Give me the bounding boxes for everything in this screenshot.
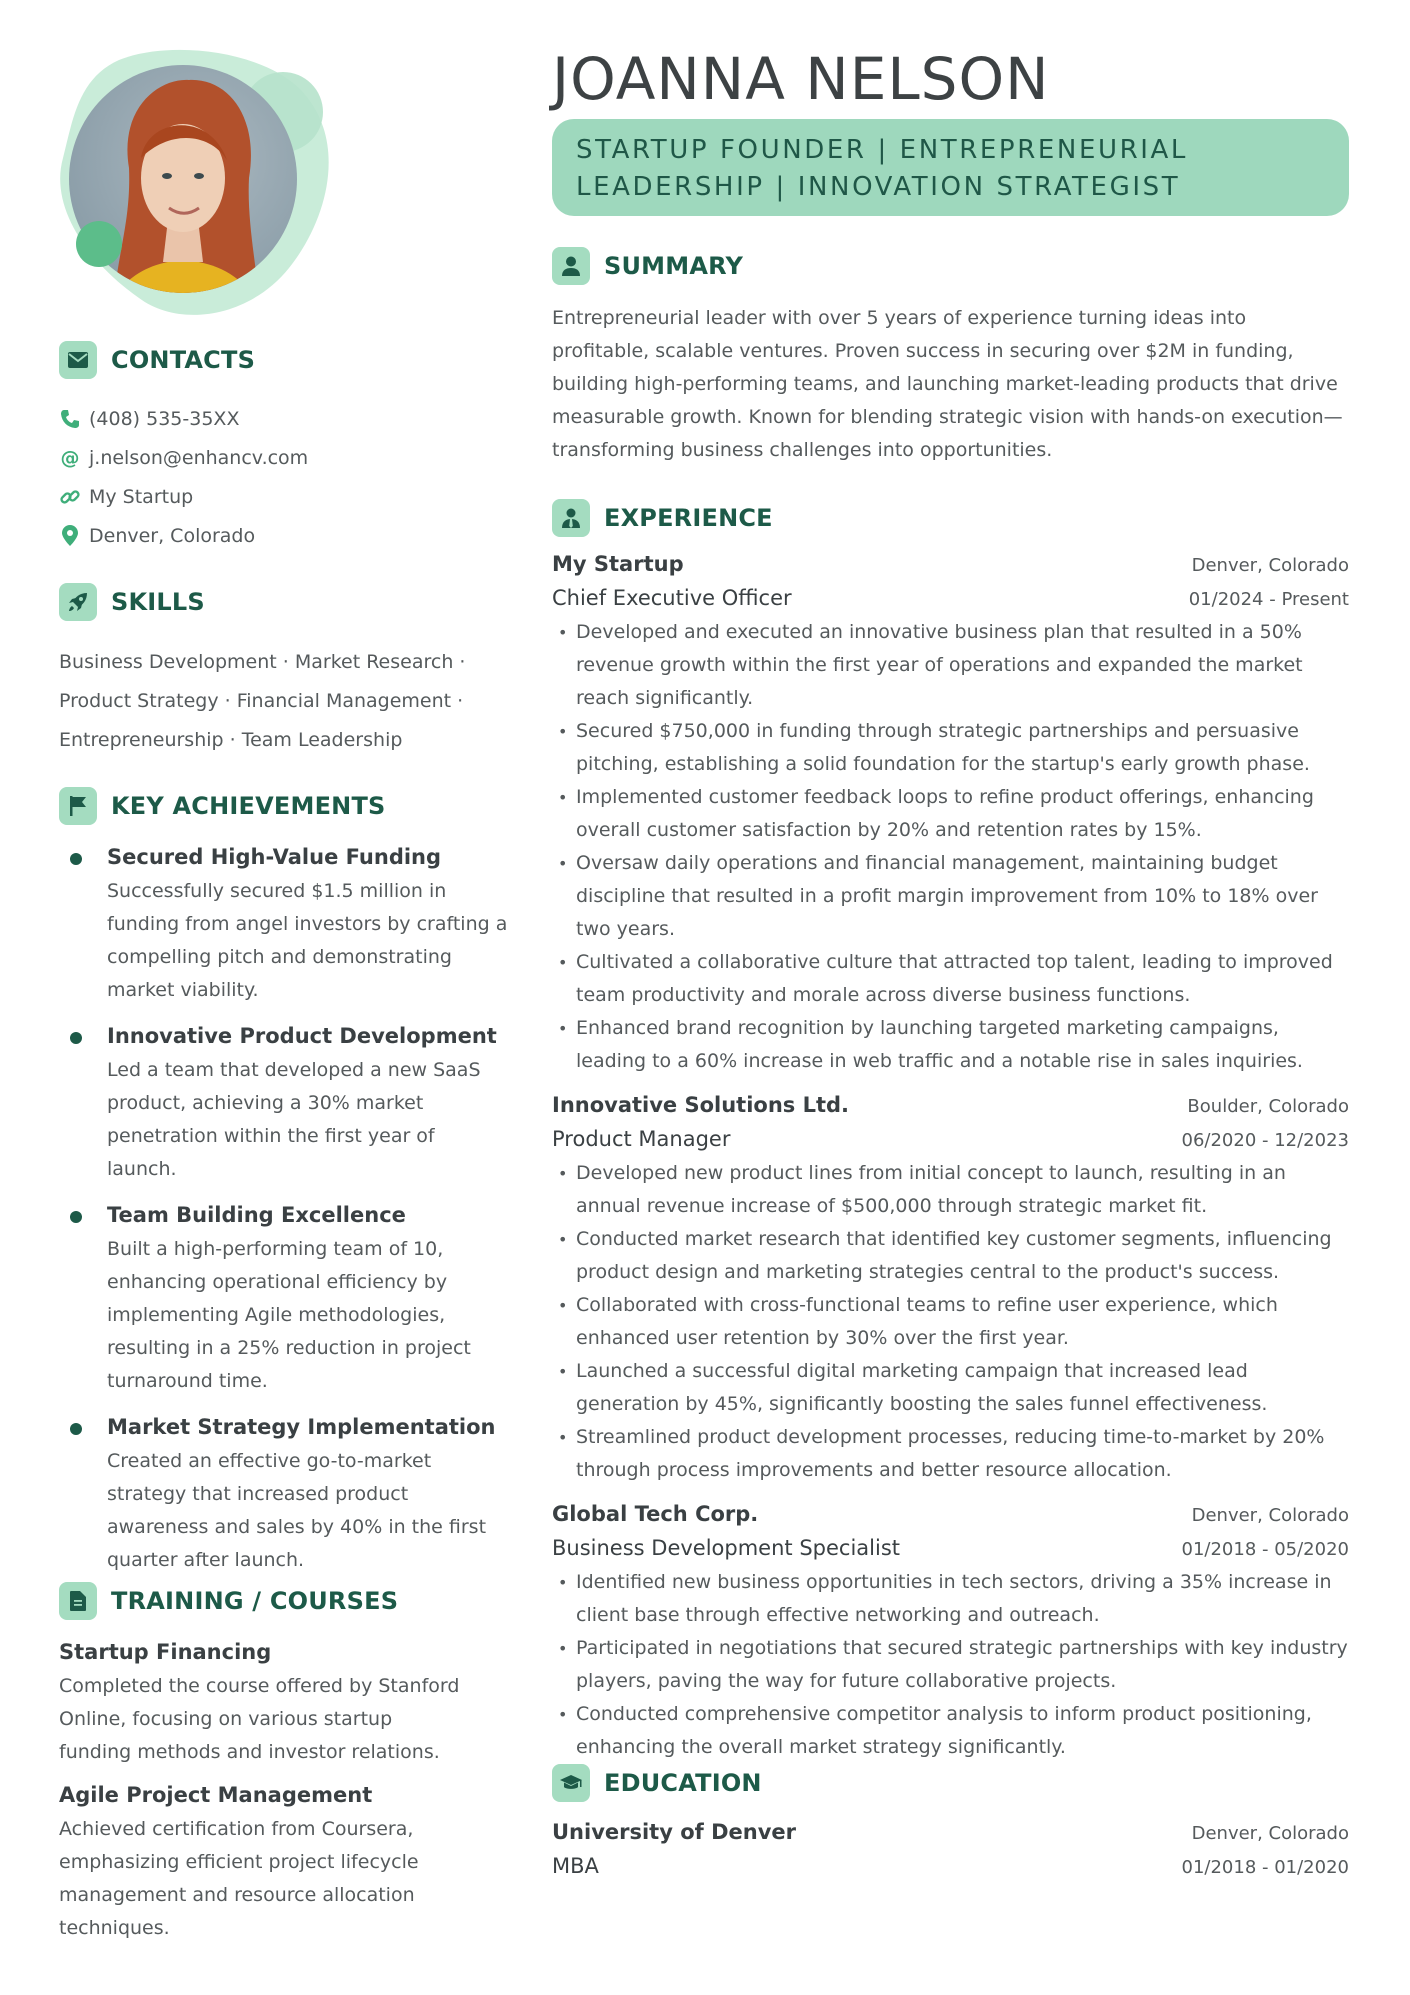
job-bullet: • Cultivated a collaborative culture that attracted top talent, leading to improved team productivity and morale across diverse business functions. — [552, 946, 1349, 1012]
job-company: Global Tech Corp. — [552, 1502, 759, 1526]
job-role: Business Development Specialist — [552, 1536, 900, 1560]
training-item-title: Agile Project Management — [59, 1783, 373, 1807]
education-location: Denver, Colorado — [1191, 1823, 1349, 1844]
achievement-title: Innovative Product Development — [107, 1024, 497, 1048]
document-icon — [59, 1582, 97, 1620]
education-degree: MBA — [552, 1854, 599, 1878]
summary-title: SUMMARY — [604, 252, 744, 280]
education-entry — [552, 1816, 1349, 1884]
education-school: University of Denver — [552, 1820, 797, 1844]
profile-photo — [59, 48, 339, 328]
bullet-dot-icon — [70, 1211, 82, 1223]
contact-location-text: Denver, Colorado — [89, 524, 256, 547]
skill-item: Team Leadership — [241, 729, 403, 751]
achievement-desc: Built a high-performing team of 10, enhancing operational efficiency by implementing Agile methodologies, resulting in a 25% reduction in project turnaround time. — [107, 1238, 471, 1392]
training-item-title: Startup Financing — [59, 1640, 272, 1664]
achievement-item — [59, 1197, 509, 1398]
summary-text: Entrepreneurial leader with over 5 years of experience turning ideas into profitable, scalable ventures. Proven success in securing over $2M in funding, building high-performing teams, and launching market-leading products that drive measurable growth. Known for blending strategic vision with hands-on execution—transforming business challenges into opportunities. — [552, 307, 1343, 461]
job-bullet: • Streamlined product development processes, reducing time-to-market by 20% through process improvements and better resource allocation. — [552, 1421, 1349, 1487]
job-company: Innovative Solutions Ltd. — [552, 1093, 850, 1117]
link-icon — [59, 487, 81, 507]
skill-item: Business Development — [59, 651, 277, 673]
achievement-title: Market Strategy Implementation — [107, 1415, 496, 1439]
job-bullet: • Developed and executed an innovative business plan that resulted in a 50% revenue growth within the first year of operations and expanded the market reach significantly. — [552, 616, 1349, 715]
education-section — [552, 1764, 1349, 1884]
job-bullet: • Conducted comprehensive competitor analysis to inform product positioning, enhancing the overall market strategy significantly. — [552, 1698, 1349, 1764]
achievement-item — [59, 839, 509, 1007]
job-location: Boulder, Colorado — [1187, 1096, 1349, 1117]
job-bullet: • Launched a successful digital marketing campaign that increased lead generation by 45%, significantly boosting the sales funnel effectiveness. — [552, 1355, 1349, 1421]
job-bullet: • Enhanced brand recognition by launching targeted marketing campaigns, leading to a 60% increase in web traffic and a notable rise in sales inquiries. — [552, 1012, 1349, 1078]
job-dates: 01/2018 - 05/2020 — [1181, 1539, 1349, 1560]
job-bullet: • Conducted market research that identified key customer segments, influencing product design and marketing strategies central to the product's success. — [552, 1223, 1349, 1289]
location-pin-icon — [59, 525, 81, 546]
skill-item: Entrepreneurship — [59, 729, 224, 751]
experience-title: EXPERIENCE — [604, 504, 773, 532]
achievement-item — [59, 1018, 509, 1186]
training-item — [59, 1777, 509, 1945]
training-title: TRAINING / COURSES — [111, 1587, 399, 1615]
job-bullet: • Identified new business opportunities in tech sectors, driving a 35% increase in client base through effective networking and outreach. — [552, 1566, 1349, 1632]
job-entry — [552, 1498, 1349, 1764]
achievement-desc: Created an effective go-to-market strategy that increased product awareness and sales by 40% in the first quarter after launch. — [107, 1450, 487, 1571]
contact-link[interactable] — [59, 477, 308, 516]
training-item-desc: Achieved certification from Coursera, emphasizing efficient project lifecycle management and resource allocation techniques. — [59, 1818, 419, 1939]
achievement-desc: Successfully secured $1.5 million in funding from angel investors by crafting a compelling pitch and demonstrating market viability. — [107, 880, 508, 1001]
training-item — [59, 1634, 509, 1769]
achievement-title: Team Building Excellence — [107, 1203, 406, 1227]
job-bullet: • Secured $750,000 in funding through strategic partnerships and persuasive pitching, establishing a solid foundation for the startup's early growth phase. — [552, 715, 1349, 781]
contact-email[interactable] — [59, 438, 308, 477]
briefcase-user-icon — [552, 499, 590, 537]
at-icon: @ — [60, 446, 80, 469]
contacts-section — [59, 341, 308, 555]
training-item-desc: Completed the course offered by Stanford Online, focusing on various startup funding methods and investor relations. — [59, 1675, 460, 1763]
achievement-item — [59, 1409, 509, 1577]
contact-location — [59, 516, 308, 555]
job-role: Product Manager — [552, 1127, 731, 1151]
job-entry — [552, 1089, 1349, 1487]
job-bullets — [552, 1566, 1349, 1764]
flag-icon — [59, 787, 97, 825]
bullet-dot-icon — [70, 853, 82, 865]
contact-phone-text: (408) 535-35XX — [89, 407, 240, 430]
contacts-title: CONTACTS — [111, 346, 256, 374]
education-dates: 01/2018 - 01/2020 — [1181, 1857, 1349, 1878]
achievement-title: Secured High-Value Funding — [107, 845, 442, 869]
graduation-cap-icon — [552, 1764, 590, 1802]
skill-item: Market Research — [294, 651, 454, 673]
envelope-icon — [59, 341, 97, 379]
achievements-title: KEY ACHIEVEMENTS — [111, 792, 386, 820]
summary-section — [552, 247, 1349, 467]
experience-section — [552, 499, 1349, 1764]
job-bullet: • Developed new product lines from initial concept to launch, resulting in an annual revenue increase of $500,000 through strategic market fit. — [552, 1157, 1349, 1223]
candidate-name: JOANNA NELSON — [552, 45, 1050, 113]
job-bullet: • Participated in negotiations that secured strategic partnerships with key industry players, paving the way for future collaborative projects. — [552, 1632, 1349, 1698]
skills-section — [59, 583, 479, 760]
education-title: EDUCATION — [604, 1769, 762, 1797]
contact-link-text[interactable]: My Startup — [89, 485, 194, 508]
job-location: Denver, Colorado — [1191, 1505, 1349, 1526]
phone-icon — [59, 409, 81, 429]
job-role: Chief Executive Officer — [552, 586, 792, 610]
job-bullet: • Oversaw daily operations and financial management, maintaining budget discipline that resulted in a profit margin improvement from 10% to 18% over two years. — [552, 847, 1349, 946]
training-section — [59, 1582, 509, 1953]
job-company: My Startup — [552, 552, 684, 576]
achievement-desc: Led a team that developed a new SaaS product, achieving a 30% market penetration within the first year of launch. — [107, 1059, 481, 1180]
job-bullet: • Collaborated with cross-functional teams to refine user experience, which enhanced user retention by 30% over the first year. — [552, 1289, 1349, 1355]
job-bullets — [552, 616, 1349, 1078]
user-icon — [552, 247, 590, 285]
job-dates: 06/2020 - 12/2023 — [1181, 1130, 1349, 1151]
job-dates: 01/2024 - Present — [1188, 589, 1349, 610]
contact-email-text[interactable]: j.nelson@enhancv.com — [89, 446, 309, 469]
rocket-icon — [59, 583, 97, 621]
skills-title: SKILLS — [111, 588, 205, 616]
achievements-section — [59, 787, 509, 1588]
skill-item: Product Strategy — [59, 690, 219, 712]
job-bullets — [552, 1157, 1349, 1487]
job-location: Denver, Colorado — [1191, 555, 1349, 576]
skill-item: Financial Management — [236, 690, 452, 712]
headline-banner: STARTUP FOUNDER | ENTREPRENEURIAL LEADERSHIP | INNOVATION STRATEGIST — [552, 119, 1349, 216]
job-bullet: • Implemented customer feedback loops to refine product offerings, enhancing overall customer satisfaction by 20% and retention rates by 15%. — [552, 781, 1349, 847]
bullet-dot-icon — [70, 1032, 82, 1044]
skills-list: Business Development · Market Research · Product Strategy · Financial Management · Entrepreneurship · Team Leadership — [59, 651, 466, 751]
bullet-dot-icon — [70, 1423, 82, 1435]
contact-phone — [59, 399, 308, 438]
job-entry — [552, 548, 1349, 1078]
